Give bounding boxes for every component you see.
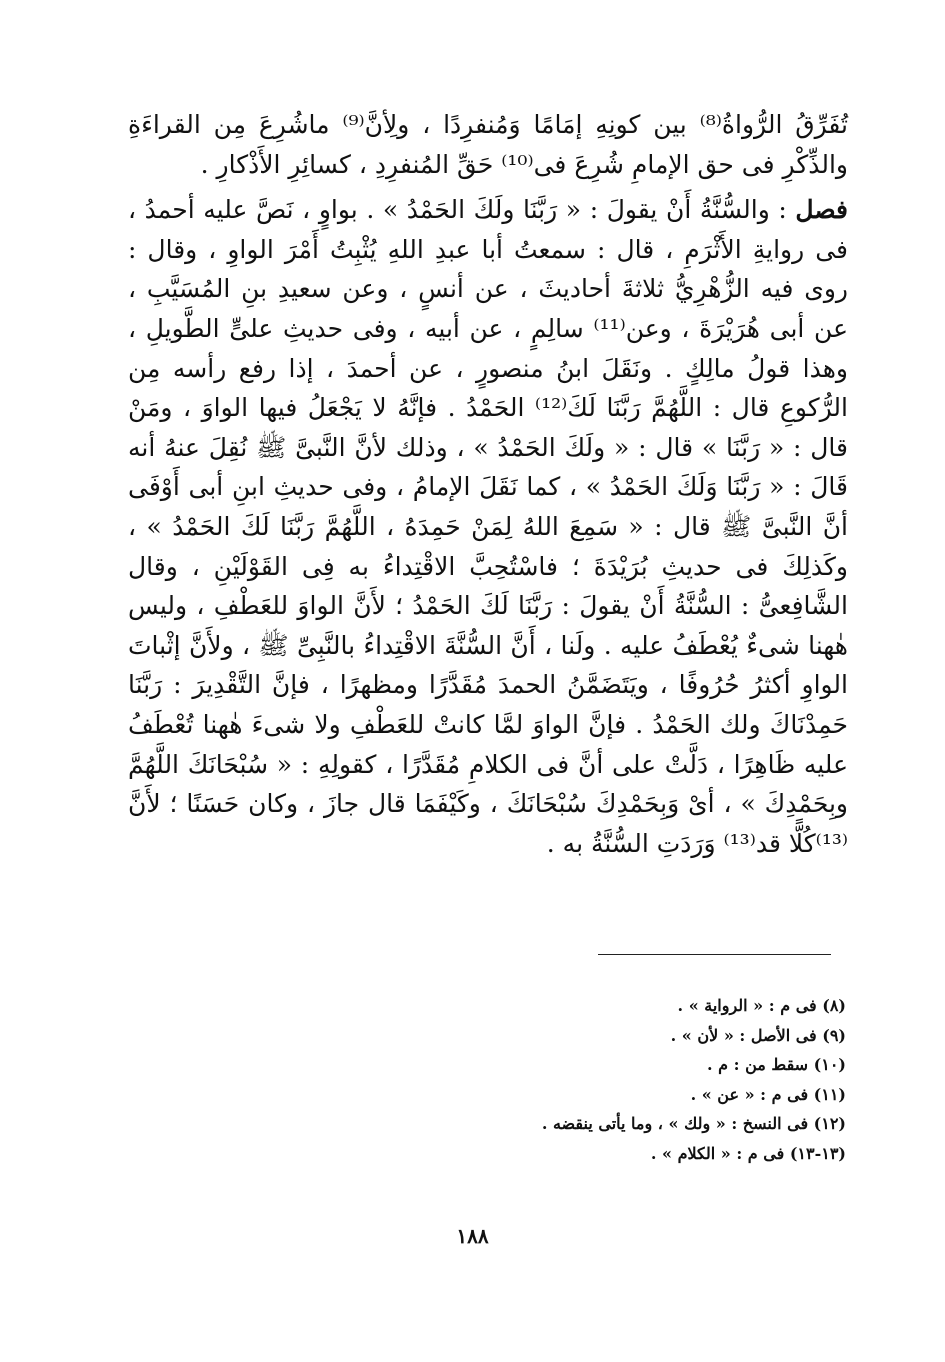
page-number: ١٨٨ <box>456 1224 489 1248</box>
footnote-8: (٨) فى م : « الرواية » . <box>677 996 846 1015</box>
section-label: فصل <box>795 195 848 225</box>
footnote-12: (١٢) فى النسخ : « ولك » ، وما يأتى ينقضه . <box>541 1114 846 1133</box>
intro-paragraph: تُفَرِّقُ الرُّواةُ⁽⁸⁾ بين كونِهِ إمَامًا وَمُنفرِدًا ، ولِأنَّ⁽⁹⁾ ماشُرِعَ مِن القراءَةِ والذِّكْرِ فى حق الإمامِ شُرِعَ فى⁽¹⁰⁾ حَقِّ المُنفرِدِ ، كسائِرِ الأَذْكارِ . <box>128 110 849 179</box>
footnote-13: (١٣-١٣) فى م : « الكلام » . <box>650 1143 846 1163</box>
footnote-11: (١١) فى م : « عن » . <box>690 1084 846 1104</box>
footnotes <box>300 991 846 1168</box>
footnote-9: (٩) فى الأصل : « لأن » . <box>670 1025 846 1045</box>
footnote-10: (١٠) سقط من : م . <box>706 1055 846 1074</box>
main-text <box>128 105 848 863</box>
footnote-separator <box>598 954 831 955</box>
section-body: : والسُّنَّةُ أَنْ يقولَ : « رَبَّنَا ولَكَ الحَمْدُ » . بواوٍ ، نَصَّ عليه أحمدُ ، فى روايةِ الأَثْرَمِ ، قال : سمعتُ أبا عبدِ اللهِ يُثْبِتُ أَمْرَ الواوِ ، وقال : روى فيه الزُّهْرِيُّ ثلاثةَ أحاديثَ ، عن أنسٍ ، وعن سعيدِ بنِ المُسَيَّبِ ، عن أبى هُرَيْرَةَ ، وعن⁽¹¹⁾ سالِمٍ ، عن أبيه ، وفى حديثِ علىٍّ الطَّويلِ ، وهذا قولُ مالِكٍ . ونَقَلَ ابنُ منصورٍ ، عن أحمدَ ، إذا رفع رأسه مِن الرُّكوعِ قال : اللَّهُمَّ رَبَّنَا لَكَ⁽¹²⁾ الحَمْدُ . فإنَّهُ لا يَجْعَلُ فيها الواوَ ، ومَنْ قال : « رَبَّنَا » قال : « ولَكَ الحَمْدُ » ، وذلك لأنَّ النَّبىَّ ﷺ نُقِلَ عنهُ أنه قَالَ : « رَبَّنَا وَلَكَ الحَمْدُ » ، كما نَقَلَ الإمامُ ، وفى حديثِ ابنِ أبى أَوْفَى أنَّ النَّبىَّ ﷺ قال : « سَمِعَ اللهُ لِمَنْ حَمِدَهُ ، اللَّهُمَّ رَبَّنَا لَكَ الحَمْدُ » ، وكَذلِكَ فى حديثِ بُرَيْدَةَ ؛ فاسْتُحِبَّ الاقْتِداءُ به فِى القَوْلَيْنِ ، وقال الشَّافِعىُّ : السُّنَّةُ أَنْ يقولَ : رَبَّنَا لَكَ الحَمْدُ ؛ لأَنَّ الواوَ للعَطْفِ ، وليس هٰهنا شىءٌ يُعْطَفُ عليه . ولَنا ، أَنَّ السُّنَّةَ الاقْتِداءُ بالنَّبِىِّ ﷺ ، ولأَنَّ إثْباتَ الواوِ أكثرُ حُرُوفًا ، ويَتَضَمَّنُ الحمدَ مُقَدَّرًا ومظهرًا ، فإنَّ التَّقْدِيرَ : رَبَّنَا حَمِدْنَاكَ ولك الحَمْدُ . فإنَّ الواوَ لمَّا كانتْ للعَطْفِ ولا شىءَ هٰهنا تُعْطَفُ عليه ظَاهِرًا ، دَلَّتْ على أنَّ فى الكلامِ مُقَدَّرًا ، كقولِهِ : « سُبْحَانَكَ اللَّهُمَّ وبِحَمْدِكَ » ، أىْ وَبِحَمْدِكَ سُبْحَانَكَ ، وكَيْفَمَا قال جازَ ، وكان حَسَنًا ؛ لأَنَّ ⁽¹³⁾كُلًّا قد⁽¹³⁾ وَرَدَتِ السُّنَّةُ به . <box>128 195 848 858</box>
section-paragraph <box>128 190 848 863</box>
